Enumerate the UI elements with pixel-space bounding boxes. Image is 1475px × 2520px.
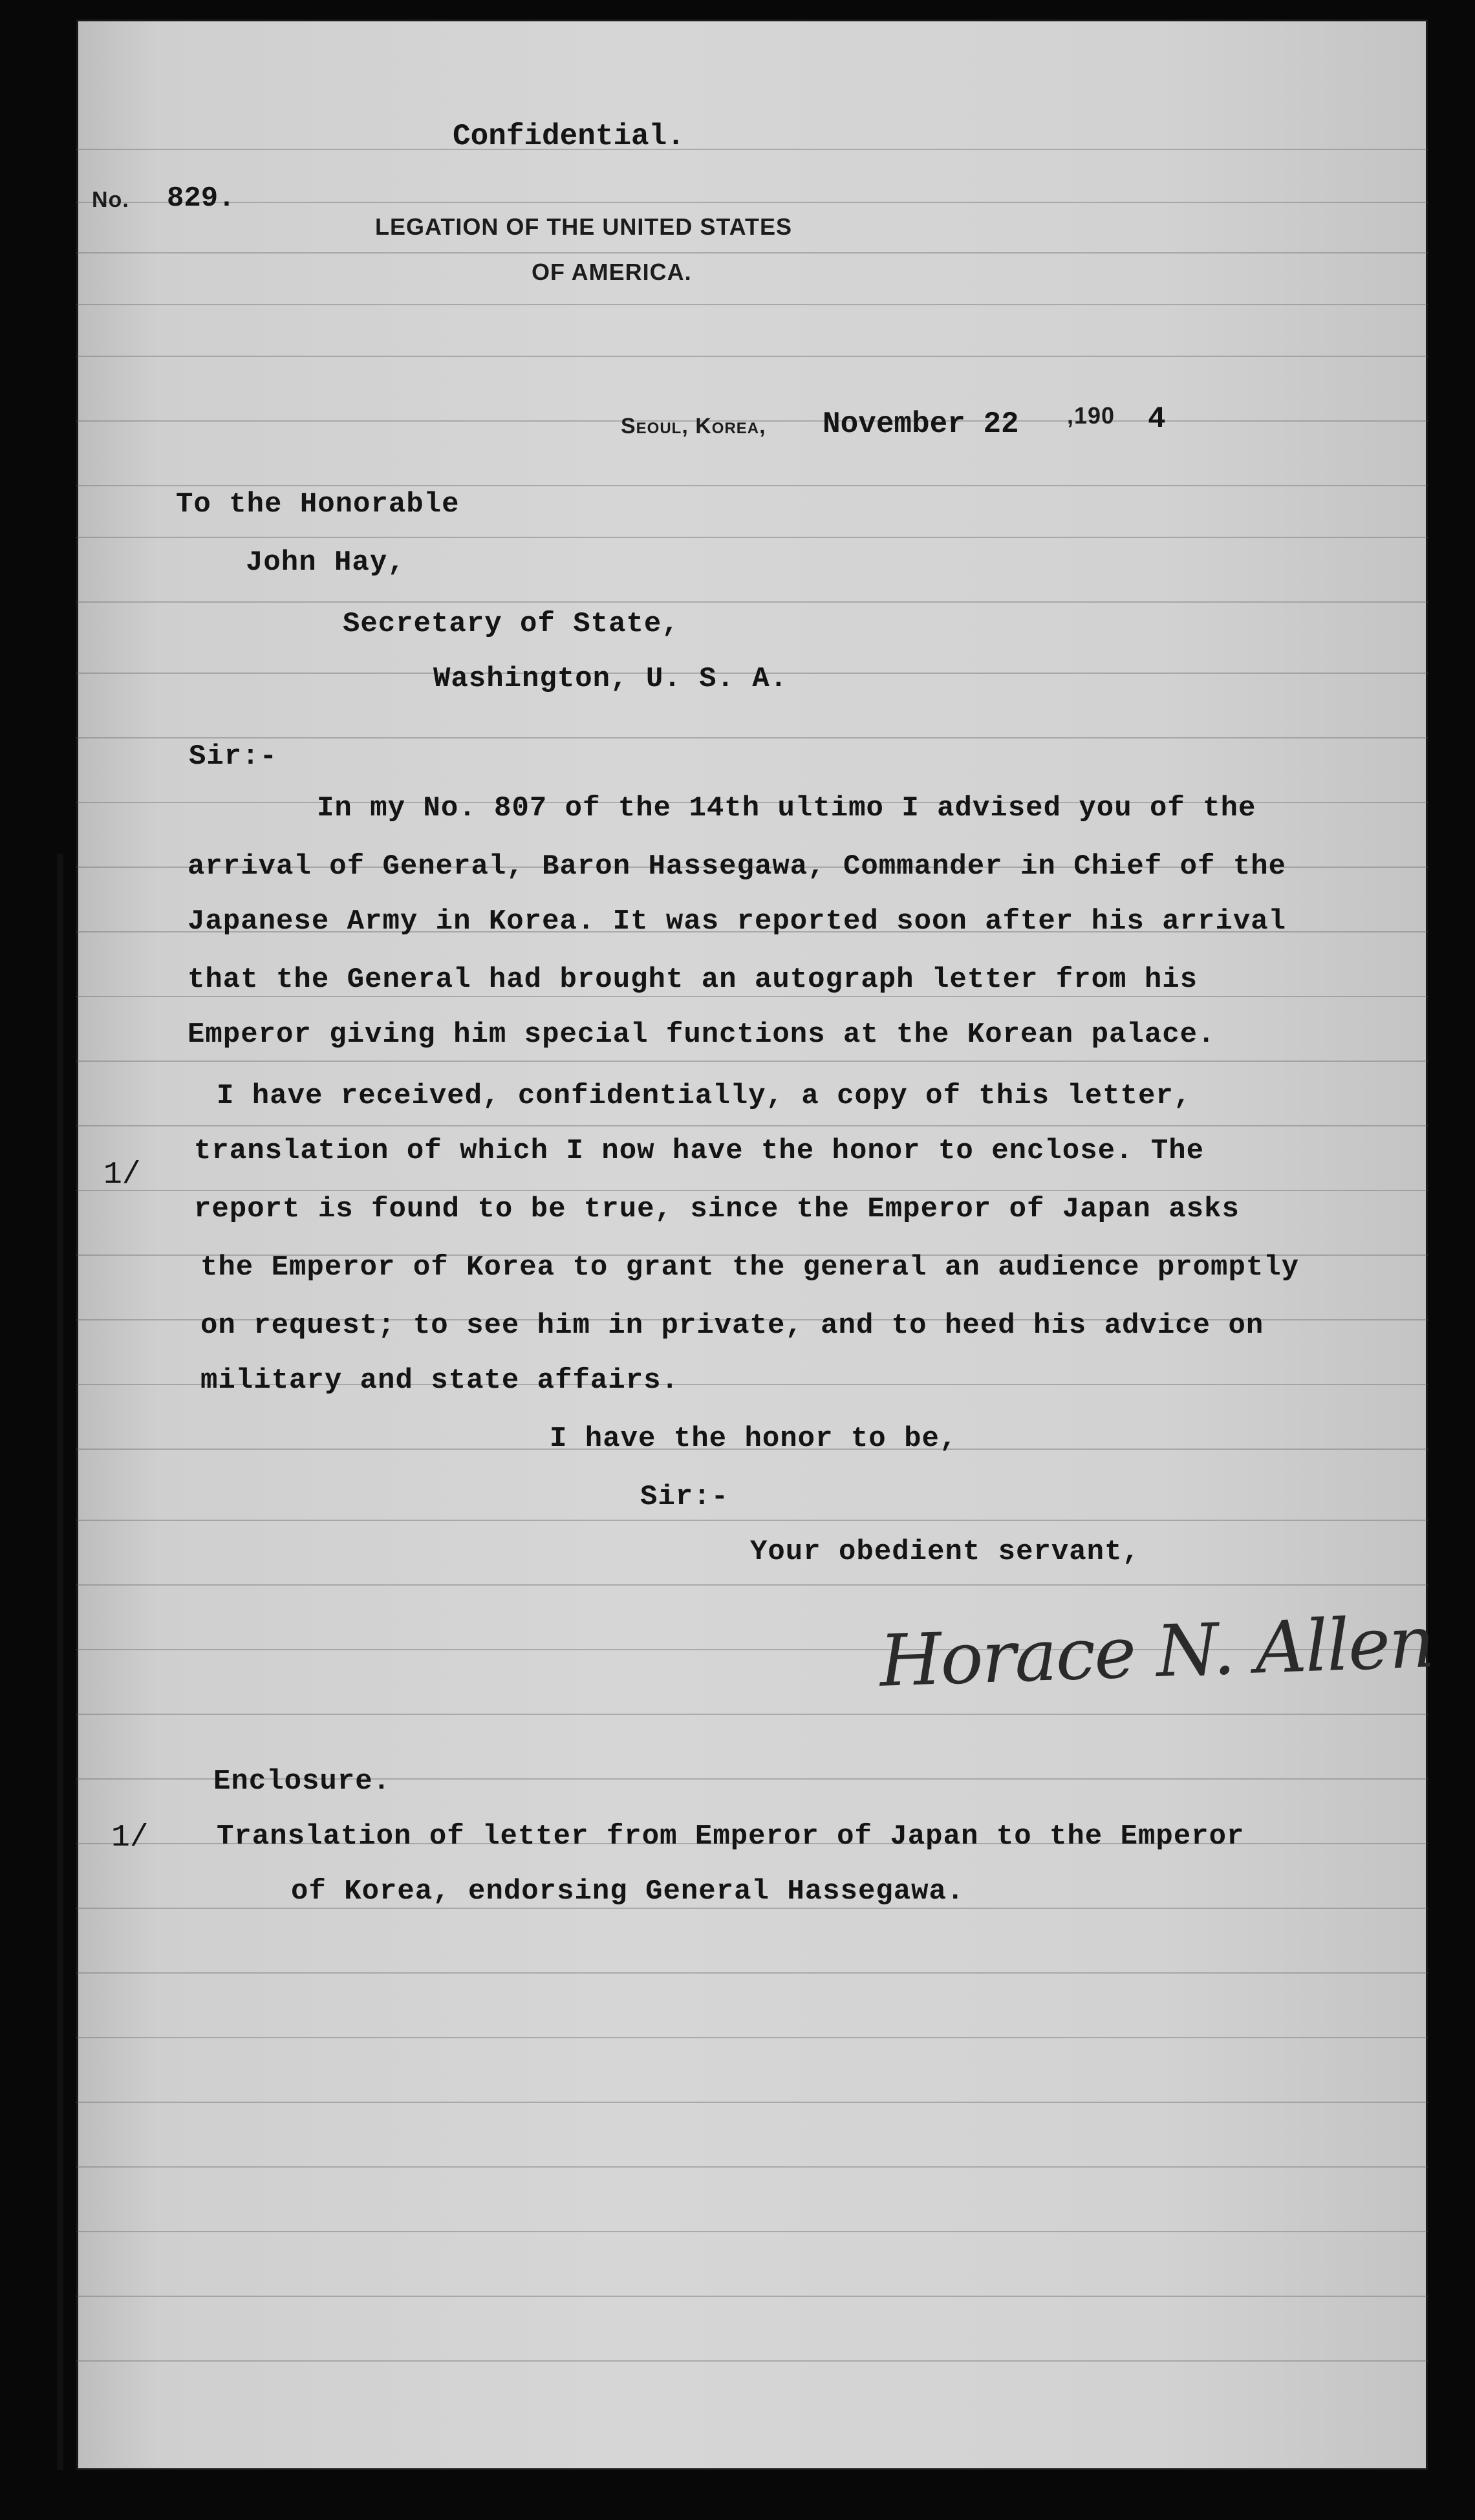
body-line: military and state affairs. (200, 1364, 679, 1397)
body-line: I have received, confidentially, a copy of this letter, (217, 1080, 1192, 1112)
classification-stamp: Confidential. (453, 120, 685, 153)
enclosure-line: of Korea, endorsing General Hassegawa. (291, 1875, 965, 1908)
body-line: the Emperor of Korea to grant the general an audience promptly (200, 1251, 1300, 1284)
enclosure-heading: Enclosure. (213, 1765, 391, 1798)
addressee-line: Secretary of State, (343, 608, 680, 640)
body-line: that the General had brought an autograph letter from his (188, 964, 1198, 996)
body-line: translation of which I now have the honor to enclose. The (194, 1135, 1205, 1167)
letterhead-line-2: OF AMERICA. (532, 259, 692, 285)
body-line: Japanese Army in Korea. It was reported soon after his arrival (188, 905, 1287, 938)
dispatch-number: 829. (167, 182, 235, 215)
closing-line: I have the honor to be, (550, 1423, 958, 1455)
dateline-year-prefix: ,190 (1067, 402, 1115, 429)
letterhead-line-1: LEGATION OF THE UNITED STATES (375, 213, 792, 240)
closing-line: Your obedient servant, (750, 1536, 1140, 1568)
dateline-year-digit: 4 (1148, 402, 1166, 436)
dateline-date: November 22 (823, 407, 1019, 441)
number-label: No. (92, 188, 129, 212)
enclosure-line: Translation of letter from Emperor of Japan to the Emperor (217, 1820, 1245, 1853)
body-line: In my No. 807 of the 14th ultimo I advised you of the (317, 792, 1256, 824)
body-line: on request; to see him in private, and to heed his advice on (200, 1309, 1264, 1342)
addressee-line: Washington, U. S. A. (433, 663, 788, 695)
handwritten-signature: Horace N. Allen (878, 1600, 1435, 1703)
addressee-line: John Hay, (246, 546, 405, 579)
dateline-place: Seoul, Korea, (621, 414, 766, 438)
addressee-line: To the Honorable (176, 488, 460, 521)
letter-page (76, 19, 1428, 2470)
body-line: Emperor giving him special functions at the Korean palace. (188, 1018, 1216, 1051)
enclosure-marker: 1/ (111, 1820, 149, 1855)
margin-note: 1/ (103, 1158, 141, 1192)
body-line: arrival of General, Baron Hassegawa, Commander in Chief of the (188, 850, 1287, 883)
body-line: report is found to be true, since the Emperor of Japan asks (194, 1193, 1240, 1225)
film-edge (57, 854, 63, 2470)
salutation: Sir:- (189, 740, 278, 773)
closing-line: Sir:- (640, 1481, 729, 1513)
